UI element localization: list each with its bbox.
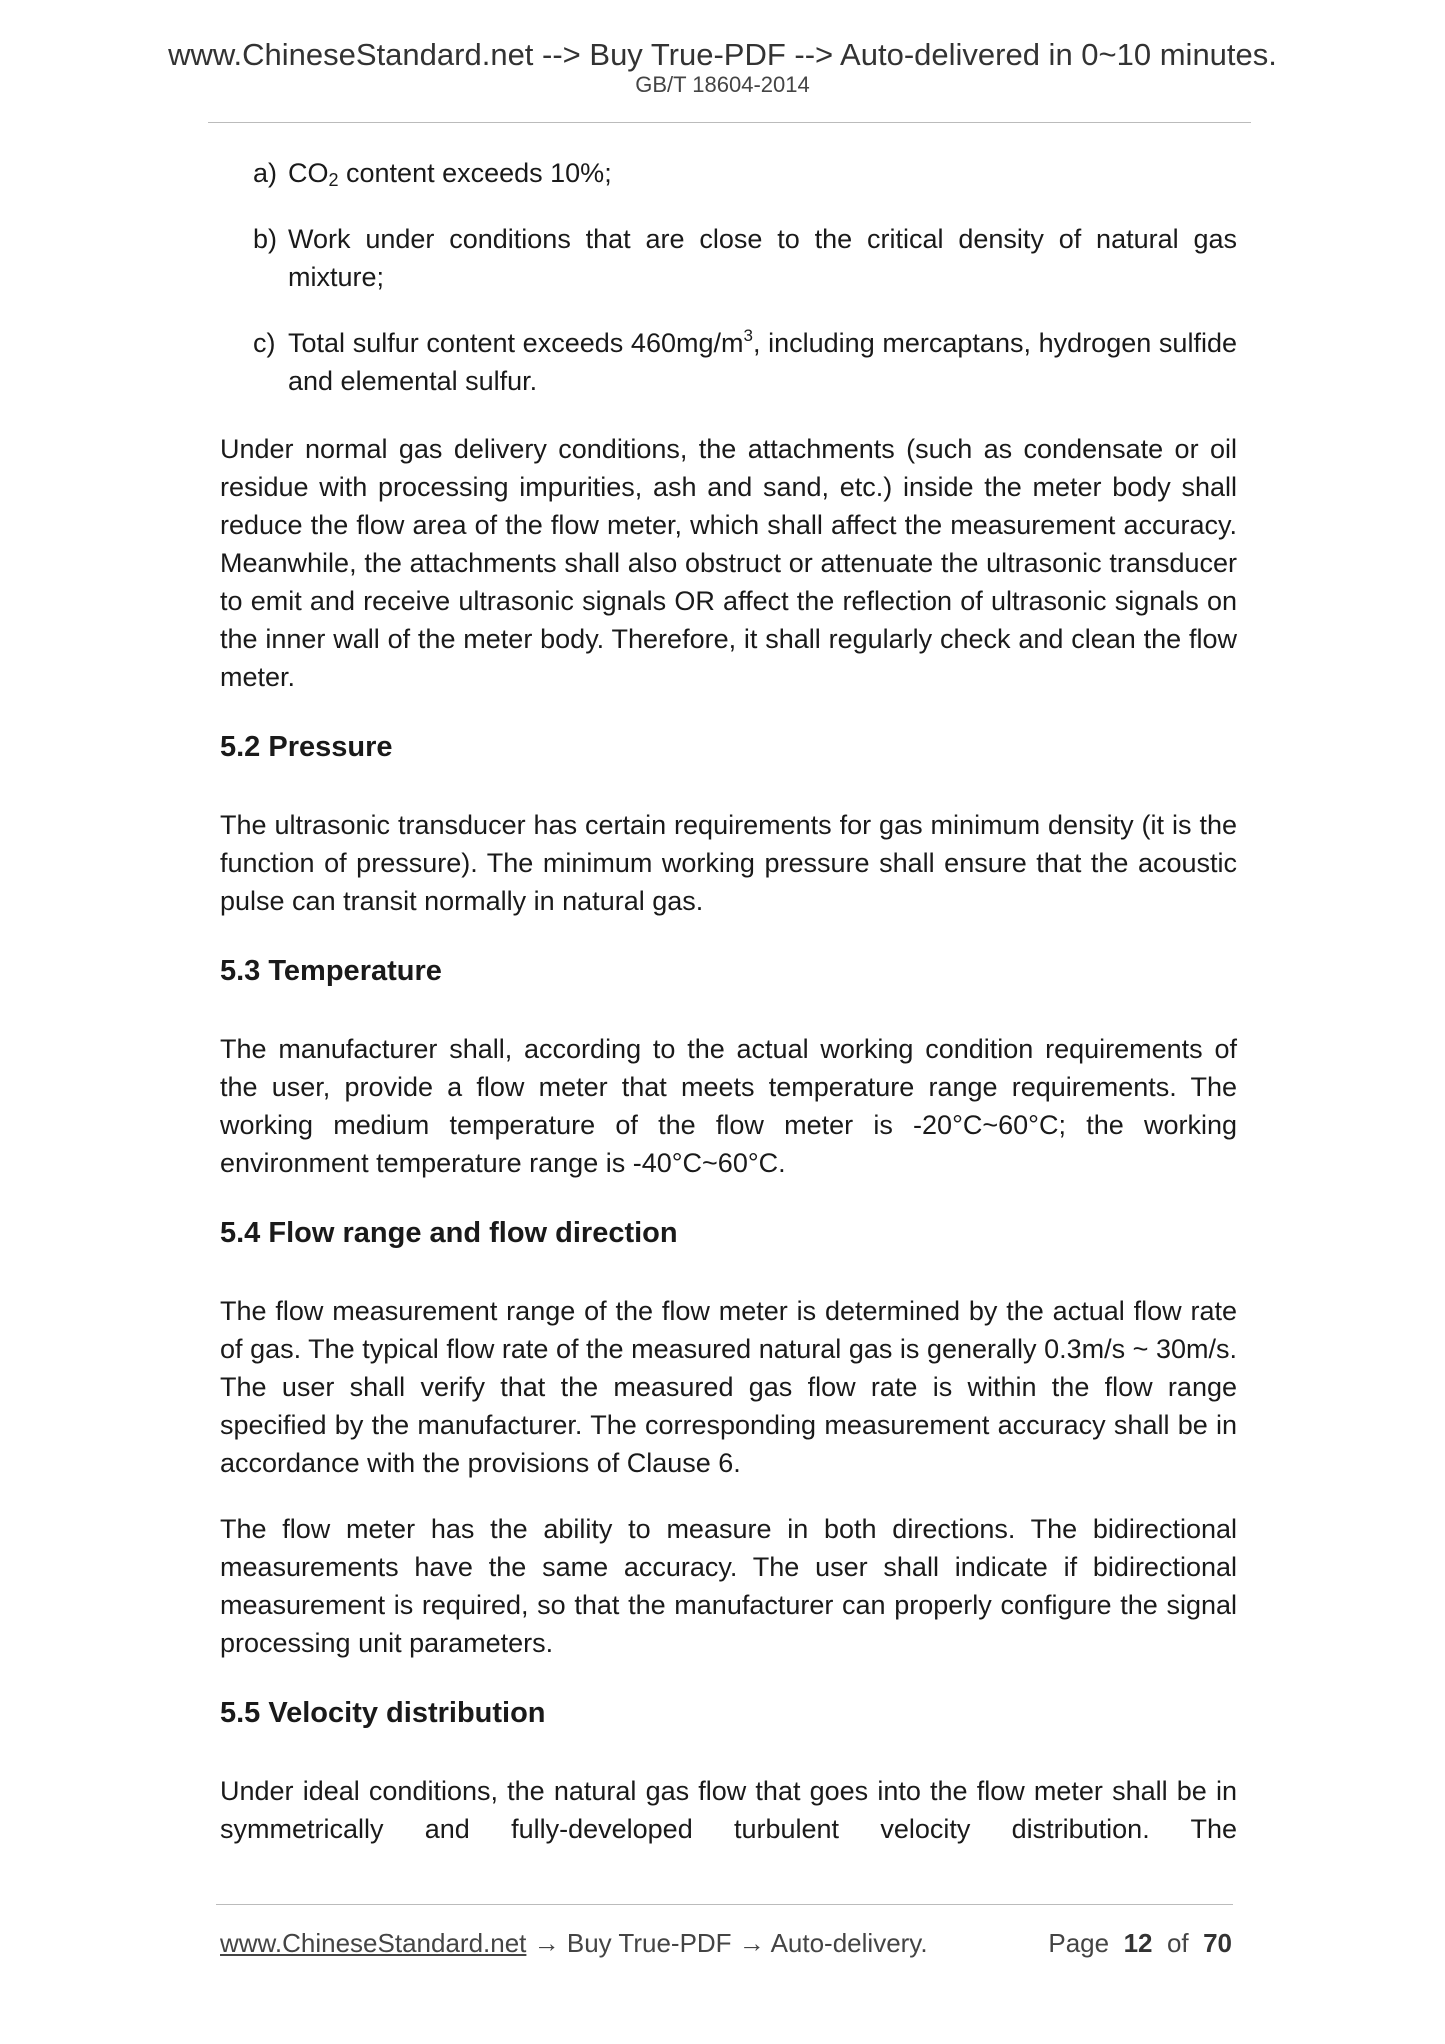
velocity-paragraph: Under ideal conditions, the natural gas flow that goes into the flow meter shall be in symmetrically and fully-developed turbulent velocity distribution. The [220, 1776, 1237, 1844]
list-item [220, 324, 1237, 400]
section-heading-temperature: 5.3 Temperature [220, 955, 442, 987]
flow-range-paragraph: The flow measurement range of the flow meter is determined by the actual flow rate of gas. The typical flow rate of the measured natural gas is generally 0.3m/s ~ 30m/s. The user shall verify that the measured gas flow rate is within the flow range specified by the manufacturer. The corresponding measurement accuracy shall be in accordance with the provisions of Clause 6. [220, 1296, 1237, 1478]
footer-site-link[interactable]: www.ChineseStandard.net [220, 1928, 527, 1958]
list-item-text: Work under conditions that are close to the critical density of natural gas mixture; [288, 224, 1237, 292]
flow-direction-paragraph: The flow meter has the ability to measure in both directions. The bidirectional measurements have the same accuracy. The user shall indicate if bidirectional measurement is required, so that the manufacturer can properly configure the signal processing unit parameters. [220, 1514, 1237, 1658]
list-item-text: Total sulfur content exceeds $460mg/m^3$, including mercaptans, hydrogen sulfide and elemental sulfur. [288, 326, 1237, 396]
temperature-paragraph: The manufacturer shall, according to the actual working condition requirements of the user, provide a flow meter that meets temperature range requirements. The working medium temperature of the flow meter is -20°C~60°C; the working environment temperature range is -40°C~60°C. [220, 1034, 1237, 1178]
page-number: 12 [1123, 1928, 1153, 1958]
section-heading-flow-range: 5.4 Flow range and flow direction [220, 1217, 678, 1249]
list-item [220, 220, 1237, 296]
total-pages: 70 [1203, 1928, 1232, 1958]
section-heading-velocity: 5.5 Velocity distribution [220, 1697, 546, 1729]
standard-code: GB/T 18604-2014 [635, 72, 810, 97]
page-indicator: Page 12 of 70 [1048, 1928, 1232, 1958]
subscript: 2 [328, 170, 339, 190]
section-heading-pressure: 5.2 Pressure [220, 731, 393, 763]
list-item-text: $CO_2$ content exceeds 10%; [288, 158, 612, 190]
footer-divider [216, 1904, 1233, 1905]
pressure-paragraph: The ultrasonic transducer has certain requirements for gas minimum density (it is the function of pressure). The minimum working pressure shall ensure that the acoustic pulse can transit normally in natural gas. [220, 810, 1237, 916]
footer-tagline: → Buy True-PDF → Auto-delivery. [526, 1928, 928, 1958]
list-item [220, 154, 1237, 192]
header-divider [208, 122, 1251, 123]
list-item-label: b) [253, 224, 278, 254]
document-body [220, 154, 1237, 1876]
site-banner[interactable]: www.ChineseStandard.net --> Buy True-PDF --> Auto-delivered in 0~10 minutes. [168, 37, 1277, 72]
page-footer [220, 1925, 1232, 1961]
list-item-label: a) [253, 158, 278, 188]
list-item-label: c) [253, 328, 276, 358]
intro-paragraph: Under normal gas delivery conditions, the attachments (such as condensate or oil residue with processing impurities, ash and sand, etc.) inside the meter body shall reduce the flow area of the flow meter, which shall affect the measurement accuracy. Meanwhile, the attachments shall also obstruct or attenuate the ultrasonic transducer to emit and receive ultrasonic signals OR affect the reflection of ultrasonic signals on the inner wall of the meter body. Therefore, it shall regularly check and clean the flow meter. [220, 434, 1237, 692]
superscript: 3 [743, 326, 753, 345]
